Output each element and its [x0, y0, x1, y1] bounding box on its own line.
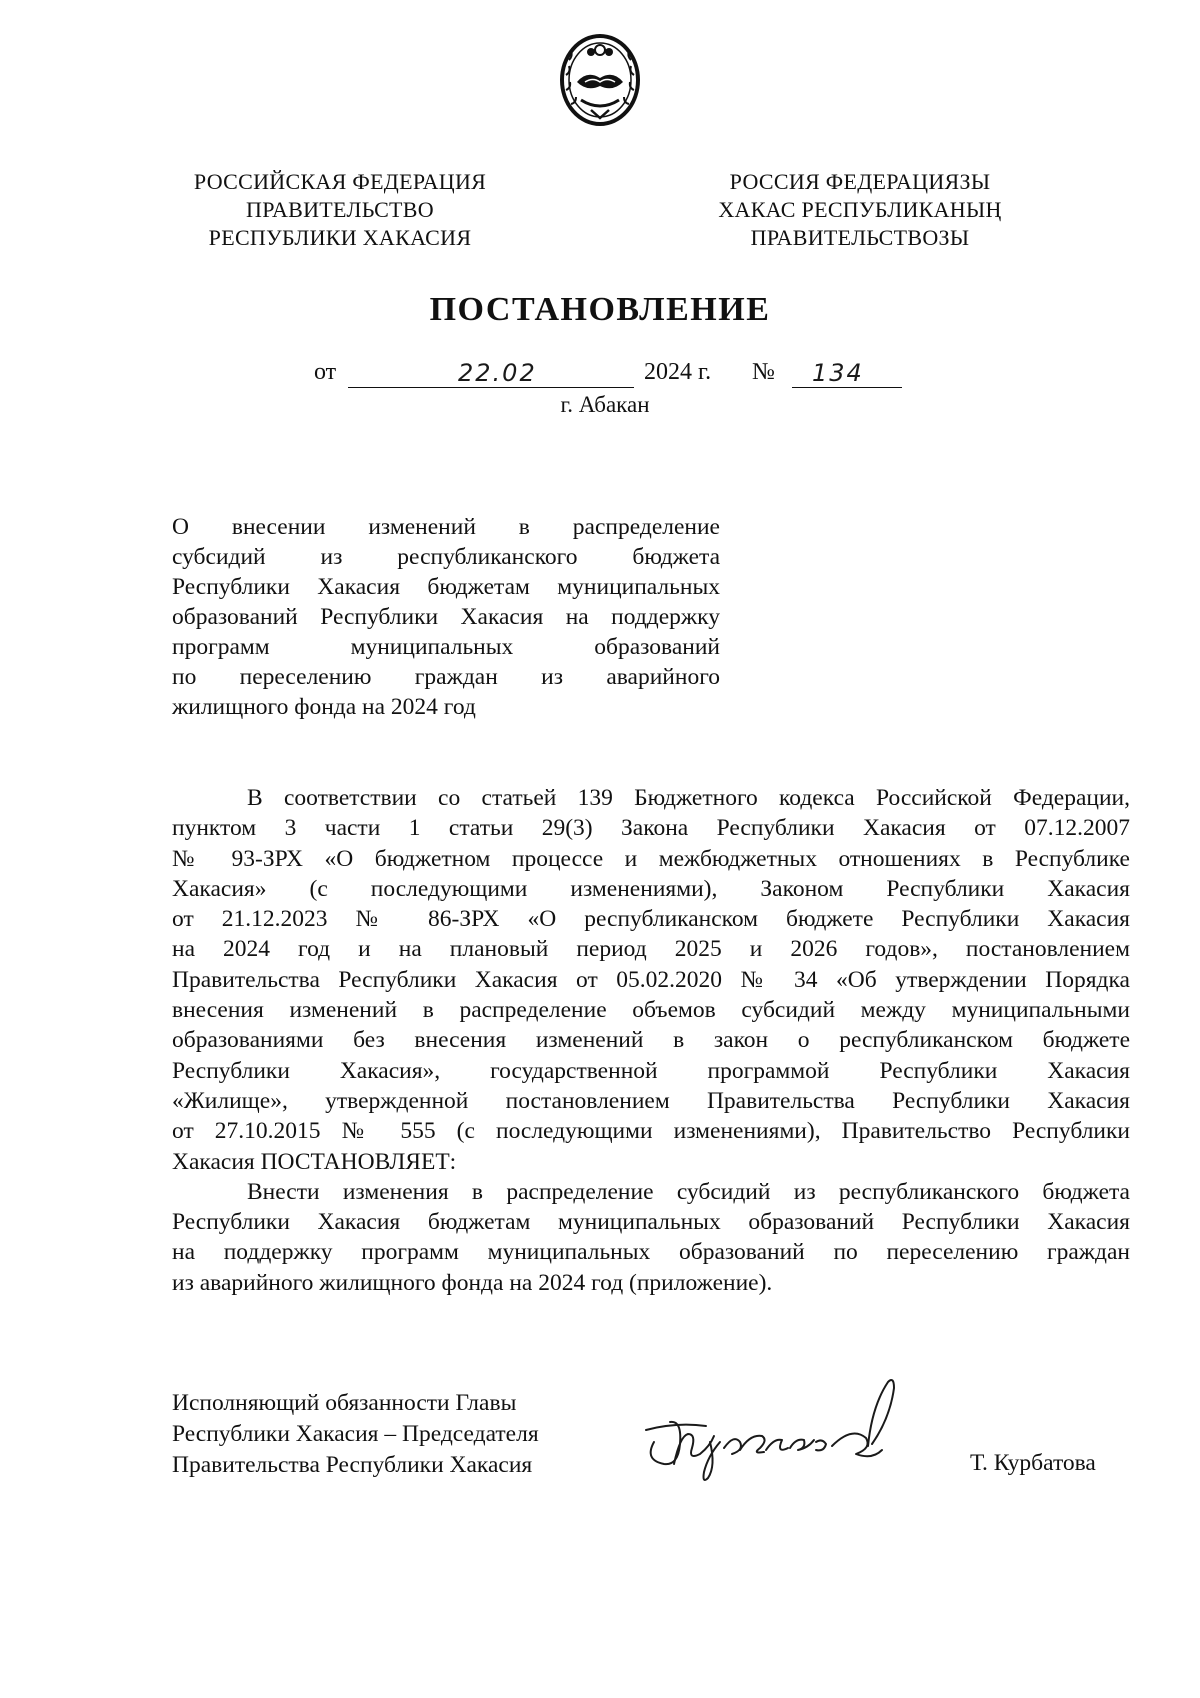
date-prefix: от — [314, 359, 337, 385]
position-line: Республики Хакасия – Председателя — [172, 1421, 539, 1447]
body-line: В соответствии со статьей 139 Бюджетного кодекса Российской Федерации, — [247, 785, 1130, 811]
city-name: г. Абакан — [560, 392, 650, 417]
body-line: внесения изменений в распределение объемов субсидий между муниципальными — [172, 997, 1130, 1024]
date-number-line — [314, 359, 934, 393]
body-line: пунктом 3 части 1 статьи 29(3) Закона Республики Хакасия от 07.12.2007 — [172, 815, 1130, 842]
handwritten-date: 22.02 — [458, 359, 537, 387]
body-line: на 2024 год и на плановый период 2025 и 2026 годов», постановлением — [172, 936, 1130, 963]
body-line: от 27.10.2015 № 555 (с последующими изменениями), Правительство Республики — [172, 1118, 1130, 1145]
header-right-line: ХАКАС РЕСПУБЛИКАНЫҢ — [718, 197, 1002, 222]
header-left-line: РОССИЙСКАЯ ФЕДЕРАЦИЯ — [193, 169, 487, 194]
date-field — [348, 359, 634, 388]
subject-line: субсидий из республиканского бюджета — [172, 544, 720, 570]
body-line: Хакасия» (с последующими изменениями), Законом Республики Хакасия — [172, 875, 1130, 902]
date-year: 2024 г. — [644, 359, 712, 385]
body-line: из аварийного жилищного фонда на 2024 год (приложение). — [172, 1269, 773, 1296]
body-line: на поддержку программ муниципальных образований по переселению граждан — [172, 1239, 1130, 1266]
position-line: Правительства Республики Хакасия — [172, 1452, 533, 1478]
body-line: Республики Хакасия», государственной программой Республики Хакасия — [172, 1057, 1130, 1084]
number-field — [792, 359, 902, 388]
subject-line: образований Республики Хакасия на поддержку — [172, 604, 720, 630]
subject-line: Республики Хакасия бюджетам муниципальных — [172, 574, 720, 600]
handwritten-number: 134 — [812, 359, 864, 387]
body-line: Правительства Республики Хакасия от 05.02.2020 № 34 «Об утверждении Порядка — [172, 966, 1130, 993]
subject-line: программ муниципальных образований — [172, 634, 720, 660]
header-left-line: РЕСПУБЛИКИ ХАКАСИЯ — [208, 225, 472, 250]
body-line: образованиями без внесения изменений в закон о республиканском бюджете — [172, 1027, 1130, 1054]
document-subject — [172, 512, 720, 722]
body-line: Хакасия ПОСТАНОВЛЯЕТ: — [172, 1148, 457, 1175]
handwritten-signature — [632, 1372, 932, 1492]
body-line: Внести изменения в распределение субсидий из республиканского бюджета — [247, 1178, 1130, 1205]
subject-line: жилищного фонда на 2024 год — [172, 694, 476, 720]
header-right-line: РОССИЯ ФЕДЕРАЦИЯЗЫ — [729, 169, 991, 194]
subject-line: О внесении изменений в распределение — [172, 514, 720, 540]
header-left-ru — [150, 168, 530, 252]
body-line: № 93-ЗРХ «О бюджетном процессе и межбюджетных отношениях в Республике — [172, 845, 1130, 872]
signer-name: Т. Курбатова — [970, 1450, 1096, 1476]
position-line: Исполняющий обязанности Главы — [172, 1390, 517, 1416]
coat-of-arms-emblem — [555, 30, 645, 130]
header-left-line: ПРАВИТЕЛЬСТВО — [246, 197, 434, 222]
number-sign: № — [752, 359, 775, 385]
document-type-title: ПОСТАНОВЛЕНИЕ — [429, 291, 771, 328]
body-line: Республики Хакасия бюджетам муниципальных образований Республики Хакасия — [172, 1209, 1130, 1236]
body-line: от 21.12.2023 № 86-ЗРХ «О республиканском бюджете Республики Хакасия — [172, 906, 1130, 933]
signatory-position — [172, 1388, 592, 1481]
subject-line: по переселению граждан из аварийного — [172, 664, 720, 690]
document-body — [172, 783, 1130, 1298]
header-right-line: ПРАВИТЕЛЬСТВОЗЫ — [750, 225, 970, 250]
body-line: «Жилище», утвержденной постановлением Правительства Республики Хакасия — [172, 1087, 1130, 1114]
header-right-khakas — [670, 168, 1050, 252]
